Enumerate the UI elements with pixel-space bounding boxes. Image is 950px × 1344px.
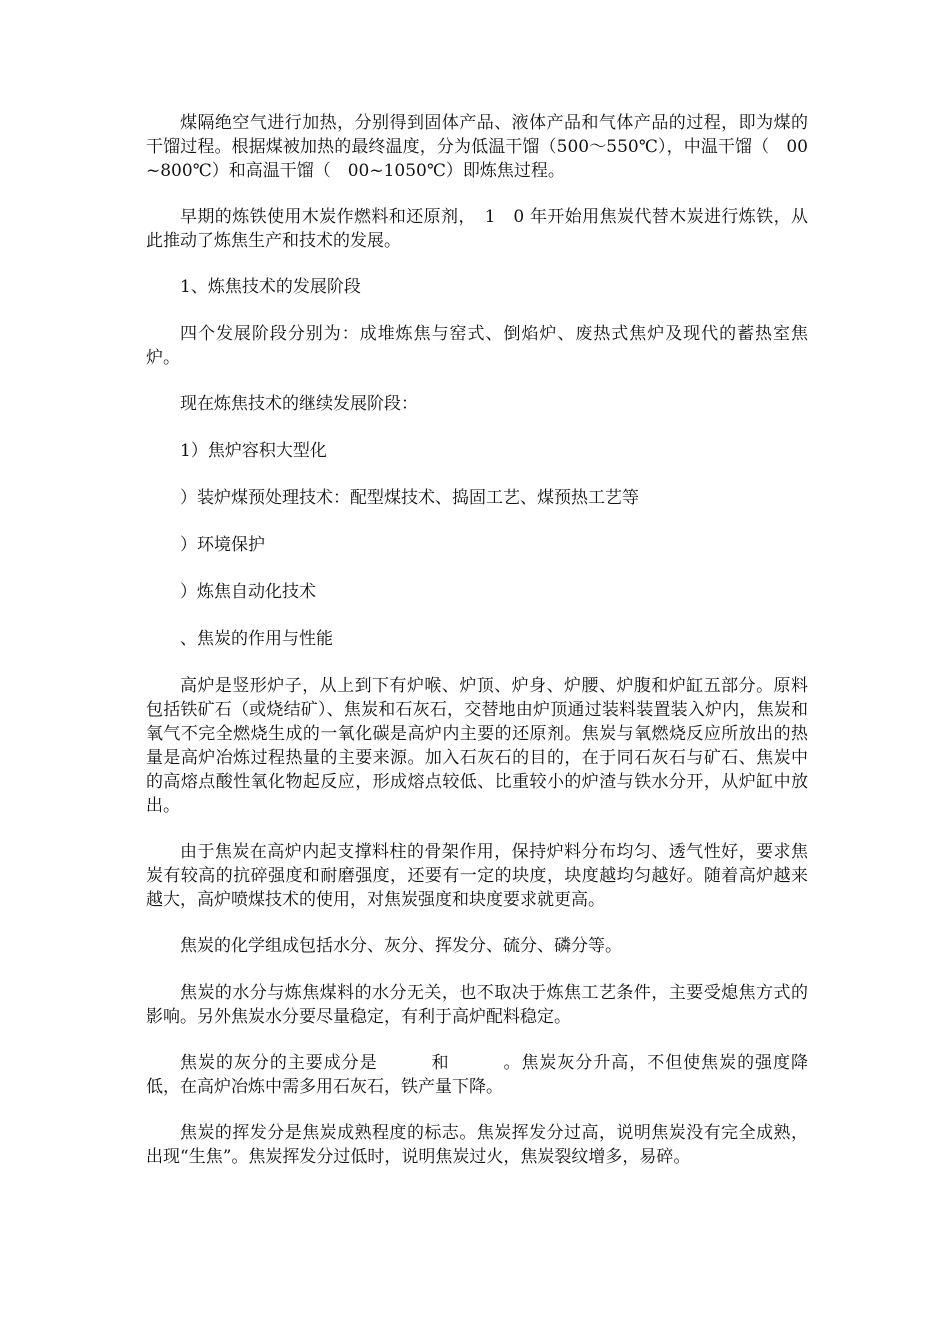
list-item-large-ovens: 1）焦炉容积大型化 (180, 441, 327, 461)
paragraph-chemical-composition: 焦炭的化学组成包括水分、灰分、挥发分、硫分、磷分等。 (180, 936, 622, 956)
list-item-coal-pretreatment: ）装炉煤预处理技术：配型煤技术、捣固工艺、煤预热工艺等 (180, 488, 639, 508)
paragraph-volatile-matter: 焦炭的挥发分是焦炭成熟程度的标志。焦炭挥发分过高，说明焦炭没有完全成熟，出现“生焦”。焦炭挥发分过低时，说明焦炭过火，焦炭裂纹增多，易碎。 (146, 1123, 808, 1167)
paragraph-moisture: 焦炭的水分与炼焦煤料的水分无关，也不取决于炼焦工艺条件，主要受熄焦方式的影响。另外焦炭水分要尽量稳定，有利于高炉配料稳定。 (146, 983, 808, 1027)
paragraph-ash: 焦炭的灰分的主要成分是 和 。焦炭灰分升高，不但使焦炭的强度降低，在高炉冶炼中需多用石灰石，铁产量下降。 (146, 1053, 808, 1097)
section-heading-coke-role: 、焦炭的作用与性能 (180, 629, 333, 649)
paragraph-current-stage: 现在炼焦技术的继续发展阶段： (180, 394, 418, 414)
paragraph-four-stages: 四个发展阶段分别为：成堆炼焦与窑式、倒焰炉、废热式焦炉及现代的蓄热室焦炉。 (146, 324, 808, 368)
section-heading-coking-stages: 1、炼焦技术的发展阶段 (180, 277, 361, 297)
paragraph-early-ironmaking: 早期的炼铁使用木炭作燃料和还原剂， 1 0 年开始用焦炭代替木炭进行炼铁，从此推动了炼焦生产和技术的发展。 (146, 207, 808, 251)
paragraph-blast-furnace: 高炉是竖形炉子，从上到下有炉喉、炉顶、炉身、炉腰、炉腹和炉缸五部分。原料包括铁矿石（或烧结矿）、焦炭和石灰石，交替地由炉顶通过装料装置装入炉内，焦炭和氧气不完全燃烧生成的一氧化碳是高炉内主要的还原剂。焦炭与氧燃烧反应所放出的热量是高炉冶炼过程热量的主要来源。加入石灰石的目的，在于同石灰石与矿石、焦炭中的高熔点酸性氧化物起反应，形成熔点较低、比重较小的炉渣与铁水分开，从炉缸中放出。 (146, 676, 808, 816)
list-item-automation: ）炼焦自动化技术 (180, 582, 316, 602)
paragraph-coke-strength: 由于焦炭在高炉内起支撑料柱的骨架作用，保持炉料分布均匀、透气性好，要求焦炭有较高的抗碎强度和耐磨强度，还要有一定的块度，块度越均匀越好。随着高炉越来越大，高炉喷煤技术的使用，对焦炭强度和块度要求就更高。 (146, 842, 808, 910)
document-body (146, 111, 808, 1191)
paragraph-dry-distillation: 煤隔绝空气进行加热，分别得到固体产品、液体产品和气体产品的过程，即为煤的干馏过程。根据煤被加热的最终温度，分为低温干馏（500～550℃），中温干馏（ 00~800℃）和高温干馏（ 00~1050℃）即炼焦过程。 (146, 113, 808, 181)
list-item-environment: ）环境保护 (180, 535, 265, 555)
